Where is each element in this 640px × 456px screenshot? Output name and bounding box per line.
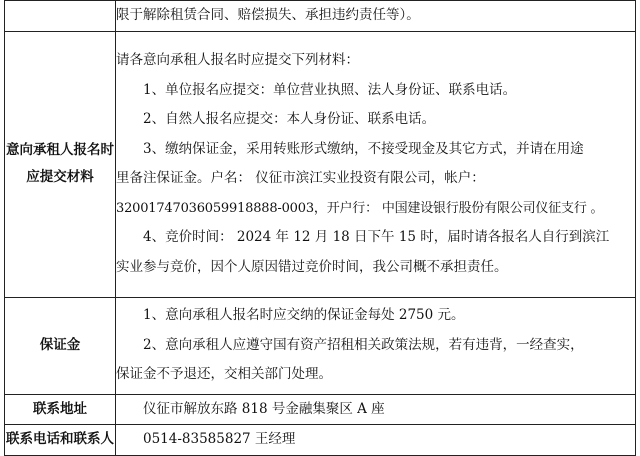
address-label: 联系地址 (5, 394, 116, 425)
materials-label (5, 31, 116, 297)
contact-row (5, 425, 636, 456)
materials-row (5, 31, 636, 297)
deposit-label: 保证金 (5, 297, 116, 394)
deposit-item-2-line-1: 2、意向承租人应遵守国有资产招租相关政策法规，若有违背，一经查实， (143, 336, 584, 353)
deposit-item-2-line-2: 保证金不予退还，交相关部门处理。 (116, 366, 332, 383)
contact-content (116, 425, 636, 456)
materials-item-3-line-1: 3、缴纳保证金，采用转账形式缴纳，不接受现金及其它方式，并请在用途 (143, 140, 584, 157)
materials-label-text: 意向承租人报名时应提交材料 (6, 142, 114, 185)
materials-intro: 请各意向承租人报名时应提交下列材料： (116, 52, 359, 68)
top-row-label-cell (5, 1, 116, 32)
address-content (116, 394, 636, 425)
info-table (4, 0, 636, 456)
address-value: 仪征市解放东路 818 号金融集聚区 A 座 (143, 400, 385, 417)
contact-value: 0514-83585827 王经理 (143, 431, 296, 447)
materials-item-1: 1、单位报名应提交：单位营业执照、法人身份证、联系电话。 (143, 81, 517, 98)
materials-item-4-line-1: 4、竞价时间： 2024 年 12 月 18 日下午 15 时，届时请各报名人自行到滨江 (143, 229, 610, 245)
deposit-item-1: 1、意向承租人报名时应交纳的保证金每处 2750 元。 (143, 307, 465, 324)
address-row (5, 394, 636, 425)
materials-item-4-line-2: 实业参与竞价，因个人原因错过竞价时间，我公司概不承担责任。 (116, 258, 508, 275)
deposit-row (5, 297, 636, 394)
materials-content (116, 31, 636, 297)
materials-item-2: 2、自然人报名应提交：本人身份证、联系电话。 (143, 111, 436, 127)
top-row (5, 1, 636, 32)
materials-item-3-line-2: 里备注保证金。户名： 仪征市滨江实业投资有限公司，帐户： (116, 170, 485, 186)
deposit-content (116, 297, 636, 394)
top-row-text: 限于解除租赁合同、赔偿损失、承担违约责任等）。 (116, 7, 420, 23)
contact-label: 联系电话和联系人 (5, 425, 116, 456)
materials-item-3-line-3: 32001747036059918888-0003，开户行： 中国建设银行股份有限公司仪征支行 。 (116, 200, 604, 216)
top-row-content-cell (116, 1, 636, 32)
